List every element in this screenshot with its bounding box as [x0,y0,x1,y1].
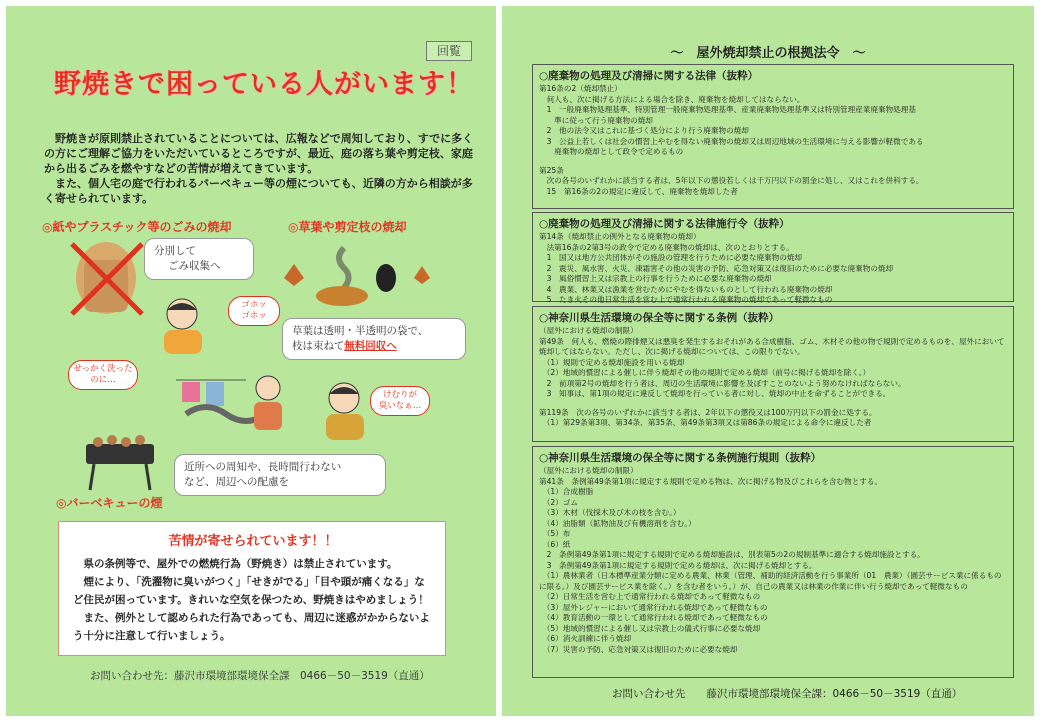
coughing-person-icon [156,294,212,356]
circulation-stamp: 回覧 [426,41,472,61]
woman-icon [256,376,280,400]
law-line: 第16条の2（焼却禁止） [539,84,622,93]
intro-paragraph: 野焼きが原則禁止されていることについては、広報などで周知しており、すでに多くの方にご理解ご協力をいただいているところですが、最近、庭の落ち葉や剪定枝、家庭から出るごみを燃やすなどの苦情が増えてきています。 [44,132,474,175]
bubble-line: 近所への周知や、長時間行わない [184,461,342,473]
law-line: （屋外における焼却の制限） [539,466,638,475]
law-line: 2 前項第2号の焼却を行う者は、周辺の生活環境に影響を及ぼすことのないよう努めなければならない。 [539,378,906,388]
page-title: 野焼きで困っている人がいます！ [54,69,474,100]
intro-text [44,131,482,206]
no-burn-icon [66,238,150,320]
complaint-heading: 苦情が寄せられています！！ [168,534,338,549]
contact-value: 藤沢市環境部環境保全課：0466－50－3519（直通） [706,688,963,700]
leaf-icon [284,264,304,286]
bbq-grill-icon [80,430,160,492]
law-line: 第25条 [539,165,564,175]
law-line: 3 風俗慣習上又は宗教上の行事を行うために必要な廃棄物の焼却 [539,274,772,283]
law-box-waste-act [532,64,1014,209]
law-line: 次の各号のいずれかに該当する者は、5年以下の懲役若しくは千万円以下の罰金に処し、又はこれを併科する。 [539,176,924,185]
law-box-kanagawa-rules [532,446,1014,678]
law-line: 5 たき火その他日常生活を営む上で通常行われる廃棄物の焼却であって軽微なもの [539,295,833,304]
complaint-line: また、例外として認められた行為であっても、周辺に迷惑がかからないよう十分に注意して行いましょう。 [73,612,430,642]
complaint-line: 煙により、「洗濯物に臭いがつく」「せきがでる」「目や頭が痛くなる」など住民が困っています。きれいな空気を保つため、野焼きはやめましょう！ [73,576,429,606]
bubble-text: 枝は束ねて [292,340,345,352]
law-box-waste-order [532,212,1014,302]
law-line: 15 第16条の2の規定に違反して、廃棄物を焼却した者 [539,186,738,196]
law-line: 1 国又は地方公共団体がその施設の管理を行うために必要な廃棄物の焼却 [539,253,803,262]
law-line: 1 一般廃棄物処理基準、特別管理一般廃棄物処理基準、産業廃棄物処理基準又は特別管理産業廃棄物処理基 [539,105,916,114]
speech-line: ゴホッ [241,300,267,310]
bubble-line: 分別して [154,245,196,257]
contact-label: お問い合わせ先 [612,688,686,700]
law-line: 第119条 次の各号のいずれかに該当する者は、2年以下の懲役又は100万円以下の罰金に処する。 [539,407,877,417]
bubble-line [292,339,456,354]
section-bbq: ◎バーベキューの煙 [56,496,163,510]
law-heading: ○廃棄物の処理及び清掃に関する法律施行令（抜粋） [539,218,790,230]
law-line: 3 条例第49条第1項に規定する規則で定める焼却は、次に掲げる焼却とする。 [539,560,817,570]
contact-info: お問い合わせ先：藤沢市環境部環境保全課 0466－50－3519（直通） [90,670,430,682]
law-line: （4）教育活動の一環として通常行われる焼却であって軽微なもの [539,613,768,622]
law-heading: ○廃棄物の処理及び清掃に関する法律（抜粋） [539,70,759,82]
law-line: （7）災害の予防、応急対策又は復旧のために必要な焼却 [539,644,738,654]
law-heading: ○神奈川県生活環境の保全等に関する条例（抜粋） [539,312,780,324]
man-covering-nose-icon [318,376,372,442]
free-collection-text: 無料回収へ [344,340,397,352]
speech-line: せっかく洗った [73,364,133,374]
cough-speech [228,296,280,326]
law-line: （6）紙 [539,539,571,549]
law-line: （2）日常生活を営む上で通常行われる焼却であって軽微なもの [539,592,761,601]
right-contact [612,686,962,701]
law-heading: ○神奈川県生活環境の保全等に関する条例施行規則（抜粋） [539,452,822,464]
law-line: （6）消火訓練に伴う焼却 [539,634,632,643]
law-line: 2 他の法令又はこれに基づく処分により行う廃棄物の焼却 [539,126,749,135]
law-line: 第49条 何人も、燃焼の際排煙又は悪臭を発生するおそれがある合成樹脂、ゴム、木材その他の物で規則で定めるものを、屋外において焼却してはならない。ただし、次に掲げる焼却については、この限りでない。 [539,336,1005,356]
section-paper-plastic: ◎紙やプラスチック等のごみの焼却 [42,220,232,234]
smoke-pile-icon [274,238,434,308]
neighbor-bubble [174,454,386,496]
law-box-kanagawa-ordinance [532,306,1014,442]
law-line: 法第16条の2第3号の政令で定める廃棄物の焼却は、次のとおりとする。 [539,242,794,252]
laundry-speech [68,360,138,390]
law-line: 3 知事は、第1項の規定に違反して焼却を行っている者に対し、焼却の中止を命ずることができる。 [539,389,891,398]
grass-bag-bubble [282,318,466,360]
law-line: （5）地域的慣習による催し又は宗教上の儀式行事に必要な焼却 [539,623,761,633]
law-line: 第14条（焼却禁止の例外となる廃棄物の焼却） [539,232,701,241]
laundry-smoke-icon [176,366,296,432]
speech-line: ゴホッ [241,311,267,321]
speech-line: けむりが [382,390,417,400]
law-line: （屋外における焼却の制限） [539,326,638,335]
law-line: （2）地域的慣習による催しに伴う焼却その他の規則で定める焼却（前号に掲げる焼却を除く。） [539,368,871,377]
complaint-line: 県の条例等で、屋外での燃焼行為（野焼き）は禁止されています。 [83,558,398,570]
law-line: （1）規則で定める焼却施設を用いる焼却 [539,357,685,367]
bubble-line: 草葉は透明・半透明の袋で、 [292,325,429,337]
law-line: 2 条例第49条第1項に規定する規則で定める焼却施設は、別表第5の2の規制基準に適合する焼却施設とする。 [539,550,925,559]
law-line: （4）油脂類（鉱物油及び有機溶剤を含む。） [539,518,696,528]
right-page [502,6,1034,716]
intro-paragraph: また、個人宅の庭で行われるバーベキュー等の煙についても、近隣の方から相談が多く寄せられています。 [44,177,473,205]
law-line: （5）布 [539,529,571,538]
law-line: 準に従って行う廃棄物の焼却 [539,115,653,125]
law-line: 2 震災、風水害、火災、凍霜害その他の災害の予防、応急対策又は復旧のために必要な廃棄物の焼却 [539,263,894,273]
bubble-line: など、周辺への配慮を [184,476,289,488]
law-line: 4 農業、林業又は漁業を営むためにやむを得ないものとして行われる廃棄物の焼却 [539,284,833,294]
law-line: 3 公益上若しくは社会の慣習上やむを得ない廃棄物の焼却又は周辺地域の生活環境に与える影響が軽微である [539,136,924,146]
section-grass-branches: ◎草葉や剪定枝の焼却 [288,220,407,234]
speech-line: 臭いなぁ… [378,401,422,411]
bubble-line: ごみ収集へ [168,260,221,272]
eyes-speech [370,386,430,416]
law-line: （3）屋外レジャーにおいて通常行われる焼却であって軽微なもの [539,602,768,612]
law-line: 第41条 条例第49条第1項に規定する規則で定める物は、次に掲げる物及びこれらを含む物とする。 [539,476,883,486]
law-line: （2）ゴム [539,497,578,507]
law-line: 廃棄物の焼却として政令で定めるもの [539,147,684,156]
law-line: 何人も、次に掲げる方法による場合を除き、廃棄物を焼却してはならない。 [539,94,805,104]
speech-line: のに… [90,375,116,385]
law-line: （1）合成樹脂 [539,487,594,496]
law-title: ～ 屋外焼却禁止の根拠法令 ～ [670,46,866,61]
law-line: （1）第29条第3項、第34条、第35条、第49条第3項又は第86条の規定による命令に違反した者 [539,418,872,427]
sort-collection-bubble [144,238,254,280]
left-page [6,6,496,716]
law-line: （3）木材（伐採木及び木の枝を含む。） [539,508,681,517]
law-line: （1）農林業者（日本標準産業分類に定める農業、林業（管理、補助的経済活動を行う事業所（01 農業）（園芸サービス業に係るものに限る。）及び園芸サービス業を除く。）を含む者をいう。）が、自己の農業又は林業の作業に伴い行う焼却であって軽微なもの [539,571,1002,591]
complaint-box [58,521,446,656]
rabbit-mascot-icon [376,264,396,292]
